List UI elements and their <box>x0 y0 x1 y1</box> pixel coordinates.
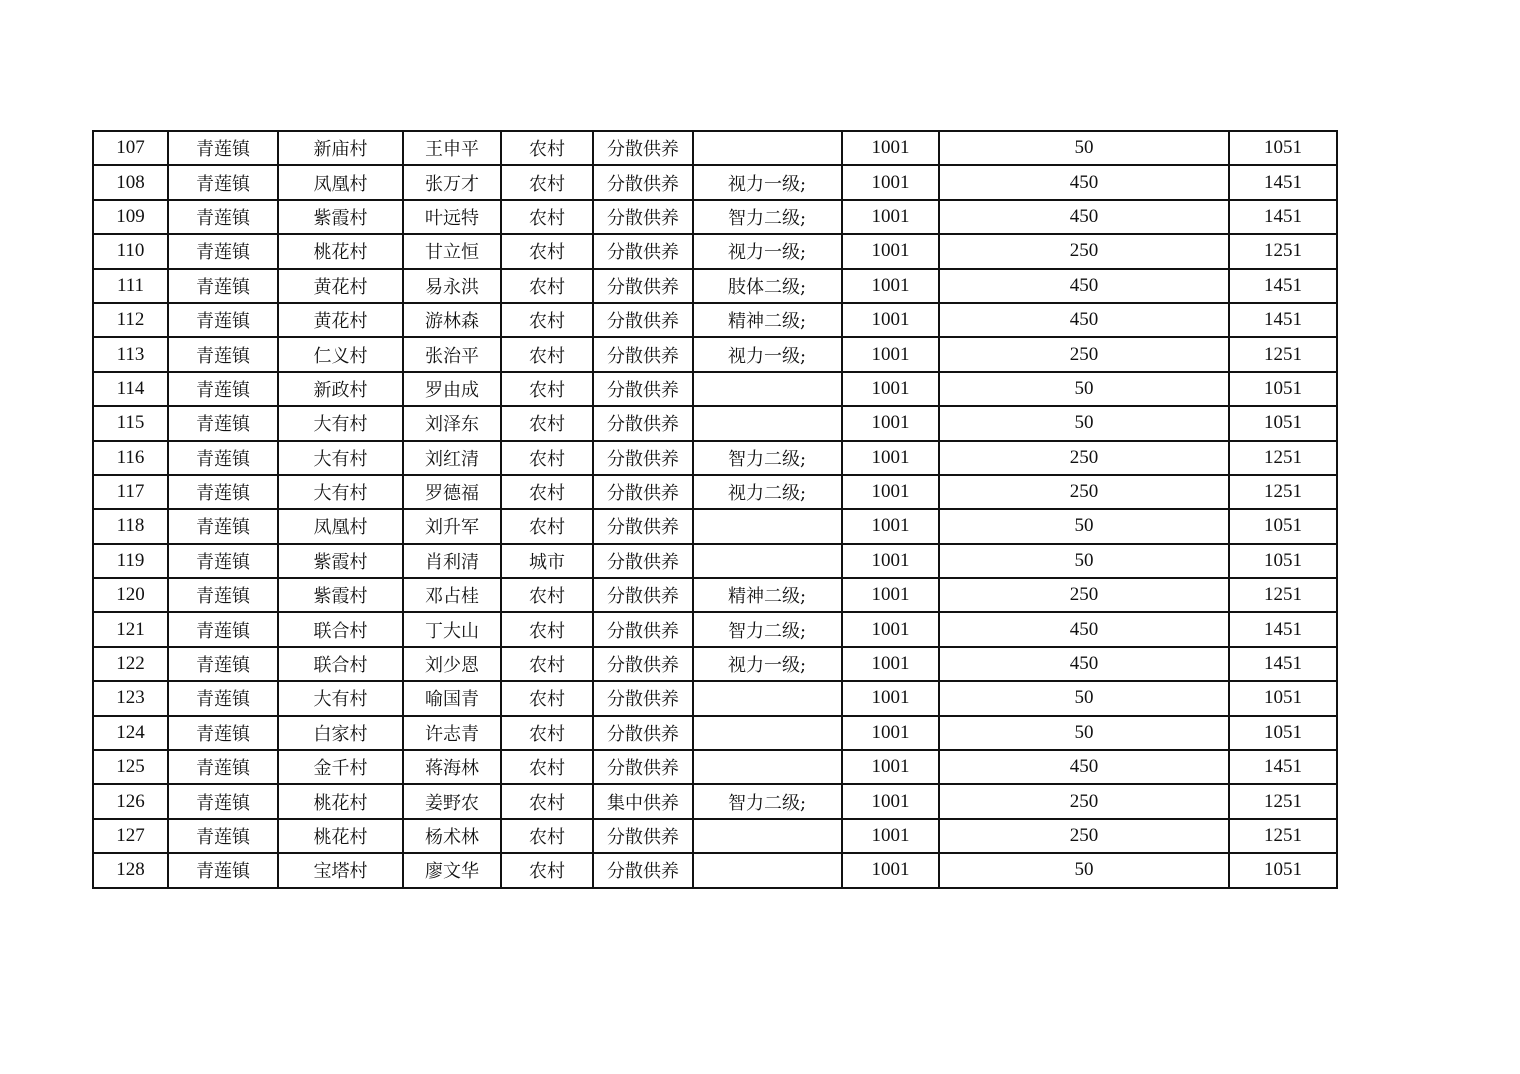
cell-village: 桃花村 <box>278 234 403 268</box>
cell-index: 127 <box>93 819 168 853</box>
cell-index: 128 <box>93 853 168 887</box>
cell-total: 1451 <box>1229 165 1337 199</box>
table-row <box>93 819 1337 853</box>
cell-name: 罗由成 <box>403 372 501 406</box>
cell-subsidy: 450 <box>939 750 1229 784</box>
cell-name: 姜野农 <box>403 784 501 818</box>
table-row <box>93 200 1337 234</box>
cell-village: 黄花村 <box>278 303 403 337</box>
cell-subsidy: 250 <box>939 784 1229 818</box>
cell-support-type: 分散供养 <box>593 234 693 268</box>
cell-total: 1451 <box>1229 750 1337 784</box>
cell-name: 游林森 <box>403 303 501 337</box>
cell-base-amount: 1001 <box>842 441 939 475</box>
table-row <box>93 337 1337 371</box>
cell-name: 刘泽东 <box>403 406 501 440</box>
cell-area-type: 城市 <box>501 544 593 578</box>
cell-village: 仁义村 <box>278 337 403 371</box>
cell-town: 青莲镇 <box>168 131 278 165</box>
cell-area-type: 农村 <box>501 406 593 440</box>
cell-index: 112 <box>93 303 168 337</box>
cell-support-type: 分散供养 <box>593 475 693 509</box>
cell-town: 青莲镇 <box>168 475 278 509</box>
cell-base-amount: 1001 <box>842 819 939 853</box>
cell-area-type: 农村 <box>501 372 593 406</box>
cell-disability <box>693 372 842 406</box>
cell-area-type: 农村 <box>501 612 593 646</box>
cell-area-type: 农村 <box>501 784 593 818</box>
cell-area-type: 农村 <box>501 578 593 612</box>
cell-base-amount: 1001 <box>842 406 939 440</box>
cell-base-amount: 1001 <box>842 234 939 268</box>
cell-base-amount: 1001 <box>842 853 939 887</box>
cell-name: 甘立恒 <box>403 234 501 268</box>
cell-village: 联合村 <box>278 647 403 681</box>
cell-index: 109 <box>93 200 168 234</box>
cell-index: 110 <box>93 234 168 268</box>
cell-support-type: 分散供养 <box>593 372 693 406</box>
cell-area-type: 农村 <box>501 819 593 853</box>
cell-total: 1251 <box>1229 578 1337 612</box>
cell-subsidy: 50 <box>939 716 1229 750</box>
cell-total: 1451 <box>1229 303 1337 337</box>
cell-area-type: 农村 <box>501 475 593 509</box>
cell-area-type: 农村 <box>501 200 593 234</box>
cell-village: 凤凰村 <box>278 509 403 543</box>
cell-town: 青莲镇 <box>168 647 278 681</box>
cell-support-type: 分散供养 <box>593 819 693 853</box>
cell-disability: 视力一级; <box>693 165 842 199</box>
cell-village: 白家村 <box>278 716 403 750</box>
cell-name: 廖文华 <box>403 853 501 887</box>
table-row <box>93 716 1337 750</box>
cell-name: 丁大山 <box>403 612 501 646</box>
cell-subsidy: 50 <box>939 509 1229 543</box>
table-row <box>93 165 1337 199</box>
data-table <box>92 130 1338 889</box>
table-row <box>93 406 1337 440</box>
cell-total: 1251 <box>1229 337 1337 371</box>
cell-village: 桃花村 <box>278 784 403 818</box>
cell-village: 凤凰村 <box>278 165 403 199</box>
cell-base-amount: 1001 <box>842 475 939 509</box>
cell-disability: 视力一级; <box>693 647 842 681</box>
cell-base-amount: 1001 <box>842 544 939 578</box>
cell-base-amount: 1001 <box>842 165 939 199</box>
cell-index: 117 <box>93 475 168 509</box>
cell-name: 易永洪 <box>403 269 501 303</box>
cell-support-type: 分散供养 <box>593 200 693 234</box>
cell-support-type: 分散供养 <box>593 131 693 165</box>
cell-village: 金千村 <box>278 750 403 784</box>
table-row <box>93 269 1337 303</box>
cell-town: 青莲镇 <box>168 372 278 406</box>
cell-town: 青莲镇 <box>168 578 278 612</box>
cell-village: 联合村 <box>278 612 403 646</box>
table-row <box>93 784 1337 818</box>
cell-area-type: 农村 <box>501 716 593 750</box>
cell-name: 刘红清 <box>403 441 501 475</box>
cell-total: 1051 <box>1229 853 1337 887</box>
cell-name: 肖利清 <box>403 544 501 578</box>
cell-support-type: 分散供养 <box>593 165 693 199</box>
cell-total: 1251 <box>1229 475 1337 509</box>
cell-support-type: 分散供养 <box>593 544 693 578</box>
cell-total: 1251 <box>1229 819 1337 853</box>
cell-town: 青莲镇 <box>168 269 278 303</box>
cell-disability <box>693 819 842 853</box>
cell-village: 大有村 <box>278 406 403 440</box>
cell-village: 大有村 <box>278 441 403 475</box>
cell-name: 蒋海林 <box>403 750 501 784</box>
cell-support-type: 分散供养 <box>593 269 693 303</box>
cell-disability <box>693 509 842 543</box>
table-row <box>93 612 1337 646</box>
cell-village: 紫霞村 <box>278 578 403 612</box>
cell-index: 120 <box>93 578 168 612</box>
cell-index: 125 <box>93 750 168 784</box>
cell-area-type: 农村 <box>501 165 593 199</box>
cell-disability <box>693 750 842 784</box>
table-row <box>93 303 1337 337</box>
cell-disability: 视力二级; <box>693 475 842 509</box>
cell-subsidy: 450 <box>939 647 1229 681</box>
table-row <box>93 544 1337 578</box>
cell-total: 1051 <box>1229 509 1337 543</box>
cell-base-amount: 1001 <box>842 303 939 337</box>
cell-total: 1451 <box>1229 200 1337 234</box>
cell-disability <box>693 131 842 165</box>
cell-index: 108 <box>93 165 168 199</box>
cell-area-type: 农村 <box>501 681 593 715</box>
cell-total: 1051 <box>1229 716 1337 750</box>
cell-name: 叶远特 <box>403 200 501 234</box>
cell-area-type: 农村 <box>501 131 593 165</box>
cell-index: 118 <box>93 509 168 543</box>
cell-disability <box>693 853 842 887</box>
cell-base-amount: 1001 <box>842 372 939 406</box>
cell-base-amount: 1001 <box>842 337 939 371</box>
cell-support-type: 集中供养 <box>593 784 693 818</box>
cell-index: 111 <box>93 269 168 303</box>
cell-village: 大有村 <box>278 475 403 509</box>
cell-town: 青莲镇 <box>168 303 278 337</box>
cell-town: 青莲镇 <box>168 441 278 475</box>
cell-total: 1451 <box>1229 647 1337 681</box>
cell-index: 126 <box>93 784 168 818</box>
cell-base-amount: 1001 <box>842 784 939 818</box>
table-row <box>93 853 1337 887</box>
cell-disability: 肢体二级; <box>693 269 842 303</box>
cell-support-type: 分散供养 <box>593 303 693 337</box>
cell-support-type: 分散供养 <box>593 509 693 543</box>
cell-town: 青莲镇 <box>168 406 278 440</box>
cell-subsidy: 450 <box>939 200 1229 234</box>
cell-total: 1051 <box>1229 406 1337 440</box>
cell-town: 青莲镇 <box>168 165 278 199</box>
cell-subsidy: 50 <box>939 681 1229 715</box>
table-row <box>93 234 1337 268</box>
table-row <box>93 578 1337 612</box>
table-row <box>93 372 1337 406</box>
cell-subsidy: 250 <box>939 819 1229 853</box>
cell-subsidy: 50 <box>939 853 1229 887</box>
cell-name: 刘少恩 <box>403 647 501 681</box>
cell-disability: 智力二级; <box>693 784 842 818</box>
cell-village: 紫霞村 <box>278 200 403 234</box>
cell-town: 青莲镇 <box>168 819 278 853</box>
cell-area-type: 农村 <box>501 269 593 303</box>
cell-name: 邓占桂 <box>403 578 501 612</box>
cell-village: 宝塔村 <box>278 853 403 887</box>
cell-total: 1051 <box>1229 681 1337 715</box>
cell-index: 115 <box>93 406 168 440</box>
cell-town: 青莲镇 <box>168 544 278 578</box>
cell-total: 1451 <box>1229 269 1337 303</box>
cell-town: 青莲镇 <box>168 234 278 268</box>
cell-index: 121 <box>93 612 168 646</box>
cell-subsidy: 50 <box>939 406 1229 440</box>
cell-subsidy: 450 <box>939 269 1229 303</box>
cell-total: 1251 <box>1229 784 1337 818</box>
cell-base-amount: 1001 <box>842 578 939 612</box>
cell-subsidy: 450 <box>939 612 1229 646</box>
cell-index: 107 <box>93 131 168 165</box>
cell-disability <box>693 716 842 750</box>
cell-name: 杨术林 <box>403 819 501 853</box>
cell-disability: 视力一级; <box>693 337 842 371</box>
cell-total: 1051 <box>1229 544 1337 578</box>
cell-name: 张治平 <box>403 337 501 371</box>
cell-town: 青莲镇 <box>168 681 278 715</box>
cell-area-type: 农村 <box>501 441 593 475</box>
cell-disability: 智力二级; <box>693 612 842 646</box>
cell-base-amount: 1001 <box>842 647 939 681</box>
cell-base-amount: 1001 <box>842 716 939 750</box>
cell-subsidy: 250 <box>939 234 1229 268</box>
cell-name: 张万才 <box>403 165 501 199</box>
cell-index: 119 <box>93 544 168 578</box>
table-body <box>93 131 1337 888</box>
cell-disability: 精神二级; <box>693 578 842 612</box>
cell-town: 青莲镇 <box>168 784 278 818</box>
cell-base-amount: 1001 <box>842 509 939 543</box>
cell-name: 喻国青 <box>403 681 501 715</box>
cell-name: 许志青 <box>403 716 501 750</box>
cell-index: 122 <box>93 647 168 681</box>
cell-disability: 精神二级; <box>693 303 842 337</box>
cell-subsidy: 450 <box>939 303 1229 337</box>
cell-subsidy: 50 <box>939 372 1229 406</box>
cell-total: 1051 <box>1229 131 1337 165</box>
cell-base-amount: 1001 <box>842 200 939 234</box>
cell-subsidy: 250 <box>939 441 1229 475</box>
cell-base-amount: 1001 <box>842 681 939 715</box>
cell-index: 116 <box>93 441 168 475</box>
cell-base-amount: 1001 <box>842 131 939 165</box>
cell-subsidy: 450 <box>939 165 1229 199</box>
cell-total: 1051 <box>1229 372 1337 406</box>
table-row <box>93 647 1337 681</box>
cell-total: 1251 <box>1229 234 1337 268</box>
cell-area-type: 农村 <box>501 750 593 784</box>
cell-town: 青莲镇 <box>168 750 278 784</box>
table-row <box>93 131 1337 165</box>
cell-village: 桃花村 <box>278 819 403 853</box>
cell-support-type: 分散供养 <box>593 647 693 681</box>
cell-subsidy: 250 <box>939 578 1229 612</box>
cell-town: 青莲镇 <box>168 509 278 543</box>
table-row <box>93 475 1337 509</box>
cell-disability <box>693 681 842 715</box>
cell-area-type: 农村 <box>501 647 593 681</box>
cell-subsidy: 250 <box>939 337 1229 371</box>
table-row <box>93 441 1337 475</box>
cell-index: 113 <box>93 337 168 371</box>
cell-village: 黄花村 <box>278 269 403 303</box>
cell-town: 青莲镇 <box>168 853 278 887</box>
cell-village: 紫霞村 <box>278 544 403 578</box>
cell-disability: 智力二级; <box>693 200 842 234</box>
cell-support-type: 分散供养 <box>593 716 693 750</box>
cell-support-type: 分散供养 <box>593 406 693 440</box>
cell-town: 青莲镇 <box>168 716 278 750</box>
cell-area-type: 农村 <box>501 234 593 268</box>
cell-disability <box>693 544 842 578</box>
cell-subsidy: 50 <box>939 544 1229 578</box>
cell-base-amount: 1001 <box>842 269 939 303</box>
cell-area-type: 农村 <box>501 303 593 337</box>
cell-name: 罗德福 <box>403 475 501 509</box>
cell-village: 新庙村 <box>278 131 403 165</box>
cell-base-amount: 1001 <box>842 612 939 646</box>
table-row <box>93 681 1337 715</box>
cell-total: 1251 <box>1229 441 1337 475</box>
cell-disability: 智力二级; <box>693 441 842 475</box>
cell-support-type: 分散供养 <box>593 681 693 715</box>
cell-support-type: 分散供养 <box>593 441 693 475</box>
cell-town: 青莲镇 <box>168 337 278 371</box>
cell-disability <box>693 406 842 440</box>
cell-village: 新政村 <box>278 372 403 406</box>
cell-town: 青莲镇 <box>168 200 278 234</box>
cell-support-type: 分散供养 <box>593 853 693 887</box>
cell-index: 123 <box>93 681 168 715</box>
cell-area-type: 农村 <box>501 509 593 543</box>
cell-subsidy: 250 <box>939 475 1229 509</box>
cell-subsidy: 50 <box>939 131 1229 165</box>
cell-index: 114 <box>93 372 168 406</box>
cell-name: 刘升军 <box>403 509 501 543</box>
cell-area-type: 农村 <box>501 337 593 371</box>
table-row <box>93 509 1337 543</box>
cell-village: 大有村 <box>278 681 403 715</box>
table-row <box>93 750 1337 784</box>
cell-support-type: 分散供养 <box>593 337 693 371</box>
cell-name: 王申平 <box>403 131 501 165</box>
cell-disability: 视力一级; <box>693 234 842 268</box>
cell-area-type: 农村 <box>501 853 593 887</box>
cell-support-type: 分散供养 <box>593 612 693 646</box>
cell-support-type: 分散供养 <box>593 578 693 612</box>
cell-index: 124 <box>93 716 168 750</box>
cell-base-amount: 1001 <box>842 750 939 784</box>
cell-support-type: 分散供养 <box>593 750 693 784</box>
cell-total: 1451 <box>1229 612 1337 646</box>
cell-town: 青莲镇 <box>168 612 278 646</box>
